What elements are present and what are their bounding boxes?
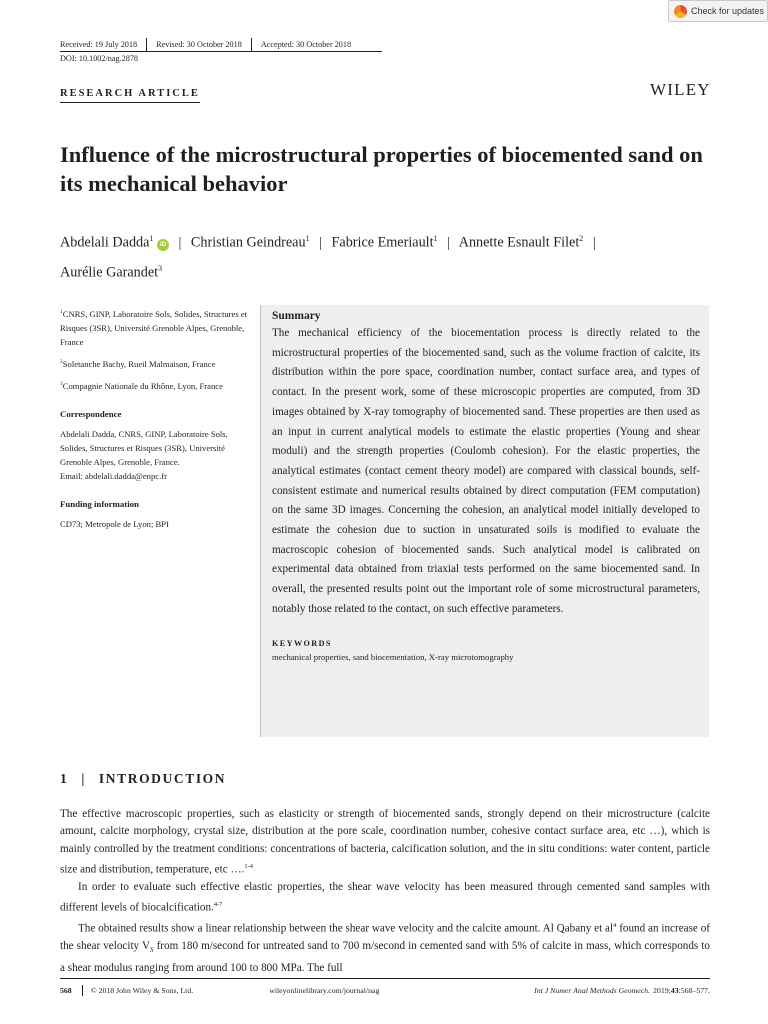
summary-box bbox=[260, 305, 709, 737]
correspondence-email[interactable]: Email: abdelali.dadda@enpc.fr bbox=[60, 470, 167, 481]
copyright: © 2018 John Wiley & Sons, Ltd. bbox=[90, 986, 194, 995]
section-title: INTRODUCTION bbox=[98, 771, 227, 786]
funding-text: CD73; Metropole de Lyon; BPI bbox=[60, 518, 169, 529]
section-heading bbox=[60, 771, 226, 787]
keywords-text: mechanical properties, sand biocementation, X‐ray microtomography bbox=[272, 651, 514, 662]
affiliation bbox=[60, 355, 250, 371]
paragraph bbox=[60, 806, 710, 879]
accepted-date: Accepted: 30 October 2018 bbox=[260, 40, 352, 49]
summary-text: The mechanical efficiency of the biocementation process is directly related to the microstructural properties of the biocemented sand, such as the volume fraction of calcite, its distribution within the pore space, coordination number, contact surface area, and types of contact. In the present work, some of these microscopic properties are computed, from 3D images obtained by X‐ray tomography of biocemented sand. These properties are then used as an input in current analytical models to estimate the elastic properties (Young and shear moduli) and the strength properties (Coulomb cohesion). For the elastic properties, the analytical estimates (contact cement theory model) are compared with classical bounds, self‐consistent estimate and numerical results obtained by direct computation (FEM computation) on the same 3D images. Concerning the cohesion, an analytical model initially developed to estimate the cohesion due to suction in unsaturated soils is modified to evaluate the macroscopic cohesion of biocemented sands. Such analytical model is calibrated on experimental data obtained from triaxial tests performed on the same biocemented sand. In overall, the presented results point out the important role of some microstructural parameters, notably those related to the contact, on such effective parameters. bbox=[272, 327, 700, 615]
author-name[interactable]: Aurélie Garandet bbox=[60, 264, 159, 281]
correspondence-text: Abdelali Dadda, CNRS, GINP, Laboratoire Sols, Solides, Structures et Risques (3SR), Université Grenoble Alpes, Grenoble, France. bbox=[60, 428, 228, 467]
section-number: 1 bbox=[60, 771, 69, 786]
affiliation bbox=[60, 305, 250, 349]
crossmark-icon bbox=[674, 5, 687, 18]
paragraph-text: from 180 m/second for untreated sand to 700 m/second in cemented sand with 5% of calcite in mass, which corresponds to a shear modulus ranging from around 100 to 800 MPa. The full bbox=[60, 940, 710, 974]
article-dates bbox=[60, 38, 360, 51]
citation[interactable]: 1-4 bbox=[244, 862, 254, 870]
paragraph bbox=[60, 917, 710, 977]
introduction-body bbox=[60, 806, 710, 977]
revised-date: Revised: 30 October 2018 bbox=[156, 40, 242, 49]
author-name[interactable]: Fabrice Emeriault bbox=[331, 234, 434, 251]
affiliation-text: Compagnie Nationale du Rhône, Lyon, France bbox=[62, 380, 223, 391]
citation[interactable]: 4 bbox=[613, 922, 617, 930]
article-title: Influence of the microstructural properties of biocemented sand on its mechanical behavior bbox=[60, 142, 703, 196]
orcid-icon[interactable]: iD bbox=[157, 239, 169, 251]
author-affiliation-mark: 1 bbox=[433, 234, 438, 243]
article-type-label: RESEARCH ARTICLE bbox=[60, 88, 200, 103]
subscript: S bbox=[150, 946, 154, 955]
paragraph-text: The effective macroscopic properties, such as elasticity or strength of biocemented sands, strongly depend on their microstructure (calcite amount, calcite morphology, crystal size, distribution at the pore scale, coordination number, cohesive contact surface area, etc …), which is mainly controlled by the treatment conditions: concentrations of bacteria, calcification solution, and the in situ conditions: water content, particle size and distribution, temperature, etc …. bbox=[60, 808, 710, 876]
keywords-heading: KEYWORDS bbox=[272, 638, 332, 648]
paragraph-text: The obtained results show a linear relationship between the shear wave velocity and the calcite amount. Al Qabany et al bbox=[78, 922, 614, 935]
affiliation-number: 2 bbox=[60, 358, 63, 365]
journal-url[interactable]: wileyonlinelibrary.com/journal/nag bbox=[269, 986, 380, 995]
funding-heading: Funding information bbox=[60, 498, 139, 509]
footer-rule bbox=[60, 978, 710, 979]
affiliation-text: Soletanche Bachy, Rueil Malmaison, France bbox=[62, 358, 216, 369]
summary-heading: Summary bbox=[272, 310, 321, 322]
author-name[interactable]: Abdelali Dadda bbox=[60, 234, 150, 251]
author-affiliation-mark: 1 bbox=[305, 234, 310, 243]
affiliation-number: 1 bbox=[60, 309, 63, 315]
paragraph-text: found an increase of the shear velocity V bbox=[60, 922, 711, 953]
section-separator: | bbox=[81, 771, 86, 786]
affiliation-number: 3 bbox=[60, 380, 63, 387]
author-separator: | bbox=[447, 234, 450, 251]
check-for-updates-label: Check for updates bbox=[691, 6, 765, 16]
author-name[interactable]: Annette Esnault Filet bbox=[458, 234, 580, 251]
author-separator: | bbox=[319, 234, 322, 251]
citation[interactable]: 4-7 bbox=[213, 901, 223, 909]
journal-name: Int J Numer Anal Methods Geomech. bbox=[534, 986, 651, 995]
author-separator: | bbox=[178, 234, 182, 251]
page-number: 568 bbox=[60, 986, 72, 995]
divider bbox=[82, 985, 83, 996]
author-affiliation-mark: 1 bbox=[149, 234, 154, 243]
journal-year: 2019; bbox=[653, 986, 671, 995]
author-affiliation-mark: 2 bbox=[579, 234, 584, 243]
correspondence-heading: Correspondence bbox=[60, 408, 122, 419]
affiliation bbox=[60, 377, 250, 393]
paragraph-text: In order to evaluate such effective elastic properties, the shear wave velocity has been measured through cemented sand samples with different levels of biocalcification. bbox=[60, 880, 710, 914]
page-footer bbox=[60, 985, 710, 996]
header-rule bbox=[60, 51, 382, 52]
author-name[interactable]: Christian Geindreau bbox=[190, 234, 306, 251]
affiliation-text: CNRS, GINP, Laboratoire Sols, Solides, Structures et Risques (3SR), Université Grenoble Alpes, Grenoble, France bbox=[60, 308, 248, 347]
author-affiliation-mark: 3 bbox=[158, 263, 163, 273]
paragraph bbox=[60, 879, 710, 917]
author-separator: | bbox=[592, 234, 596, 251]
check-for-updates-button[interactable] bbox=[668, 0, 768, 22]
article-info-column bbox=[60, 305, 250, 537]
journal-pages: :568–577. bbox=[678, 986, 710, 995]
journal-volume: 43 bbox=[670, 986, 679, 995]
doi[interactable]: DOI: 10.1002/nag.2878 bbox=[60, 54, 139, 63]
publisher-logo: WILEY bbox=[650, 80, 711, 99]
received-date: Received: 19 July 2018 bbox=[60, 40, 138, 49]
author-list bbox=[60, 226, 720, 285]
